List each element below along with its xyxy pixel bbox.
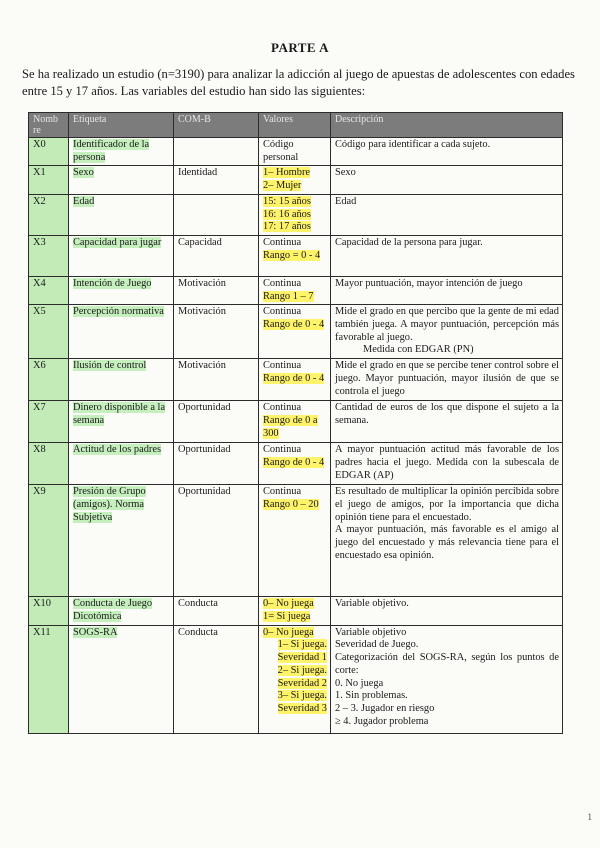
row-values: 15: 15 años 16: 16 años 17: 17 años (259, 194, 331, 235)
row-comb: Capacidad (174, 235, 259, 276)
table-row (29, 305, 563, 359)
table-row (29, 401, 563, 443)
row-comb: Conducta (174, 597, 259, 625)
row-description: Variable objetivo. (331, 597, 563, 625)
row-comb: Oportunidad (174, 401, 259, 443)
row-comb: Motivación (174, 305, 259, 359)
row-values: Continua Rango 1 – 7 (259, 276, 331, 304)
row-number: X1 (29, 166, 69, 194)
row-label: Identificador de la persona (69, 138, 174, 166)
row-comb: Oportunidad (174, 485, 259, 597)
row-number: X9 (29, 485, 69, 597)
row-label: Dinero disponible a la semana (69, 401, 174, 443)
row-number: X8 (29, 443, 69, 485)
corner-mark: 1 (587, 812, 592, 822)
row-description: Cantidad de euros de los que dispone el sujeto a la semana. (331, 401, 563, 443)
row-comb: Conducta (174, 625, 259, 733)
table-row (29, 138, 563, 166)
row-description: Mide el grado en que se percibe tener control sobre el juego. Mayor puntuación, mayor ilusión de que se controla el juego (331, 359, 563, 401)
row-comb: Motivación (174, 359, 259, 401)
row-label: Ilusión de control (69, 359, 174, 401)
row-number: X0 (29, 138, 69, 166)
header-etiqueta: Etiqueta (69, 113, 174, 138)
row-values: Continua Rango 0 – 20 (259, 485, 331, 597)
row-comb (174, 194, 259, 235)
row-description: Es resultado de multiplicar la opinión percibida sobre el juego de amigos, por la importancia que dicha opinión tiene para el encuestado. A mayor puntuación, más favorable es el amigo al juego del encuestado y más relevancia tiene para el encuestado esa opinión. (331, 485, 563, 597)
row-values: Continua Rango de 0 a 300 (259, 401, 331, 443)
row-values: Continua Rango de 0 - 4 (259, 305, 331, 359)
row-label: Sexo (69, 166, 174, 194)
row-label: Percepción normativa (69, 305, 174, 359)
row-number: X11 (29, 625, 69, 733)
table-row (29, 597, 563, 625)
page-title: PARTE A (270, 40, 330, 55)
row-values: 1– Hombre 2– Mujer (259, 166, 331, 194)
table-row (29, 443, 563, 485)
table-row (29, 359, 563, 401)
row-label: SOGS-RA (69, 625, 174, 733)
header-descripcion: Descripción (331, 113, 563, 138)
row-description: Capacidad de la persona para jugar. (331, 235, 563, 276)
row-values: Continua Rango = 0 - 4 (259, 235, 331, 276)
row-number: X7 (29, 401, 69, 443)
row-number: X10 (29, 597, 69, 625)
header-nombre: Nomb re (29, 113, 69, 138)
row-comb: Identidad (174, 166, 259, 194)
row-values: Continua Rango de 0 - 4 (259, 359, 331, 401)
row-label: Capacidad para jugar (69, 235, 174, 276)
row-label: Intención de Juego (69, 276, 174, 304)
table-row (29, 166, 563, 194)
row-label: Presión de Grupo (amigos). Norma Subjetiva (69, 485, 174, 597)
table-row (29, 625, 563, 733)
table-row (29, 194, 563, 235)
row-values: Código personal (259, 138, 331, 166)
variables-table (28, 112, 563, 734)
row-description: Edad (331, 194, 563, 235)
table-header-row (29, 113, 563, 138)
row-values: 0– No juega 1= Si juega (259, 597, 331, 625)
row-description: A mayor puntuación actitud más favorable de los padres hacia el juego. Medida con la subescala de EDGAR (AP) (331, 443, 563, 485)
header-valores: Valores (259, 113, 331, 138)
row-comb: Oportunidad (174, 443, 259, 485)
row-description: Mayor puntuación, mayor intención de juego (331, 276, 563, 304)
table-row (29, 235, 563, 276)
table-row (29, 485, 563, 597)
header-comb: COM-B (174, 113, 259, 138)
intro-paragraph: Se ha realizado un estudio (n=3190) para analizar la adicción al juego de apuestas de adolescentes con edades entre 15 y 17 años. Las variables del estudio han sido las siguientes: (22, 67, 575, 98)
row-label: Actitud de los padres (69, 443, 174, 485)
row-description: Mide el grado en que percibo que la gente de mi edad también juega. A mayor puntuación, percepción más favorable al juego. Medida con EDGAR (PN) (331, 305, 563, 359)
row-comb (174, 138, 259, 166)
row-description: Código para identificar a cada sujeto. (331, 138, 563, 166)
row-label: Conducta de Juego Dicotómica (69, 597, 174, 625)
row-label: Edad (69, 194, 174, 235)
row-number: X3 (29, 235, 69, 276)
row-description: Variable objetivo Severidad de Juego. Categorización del SOGS-RA, según los puntos de corte: 0. No juega 1. Sin problemas. 2 – 3. Jugador en riesgo ≥ 4. Jugador problema (331, 625, 563, 733)
row-comb: Motivación (174, 276, 259, 304)
row-number: X2 (29, 194, 69, 235)
row-values: 0– No juega 1– Si juega. Severidad 1 2– Si juega. Severidad 2 3– Si juega. Severidad 3 (259, 625, 331, 733)
row-values: Continua Rango de 0 - 4 (259, 443, 331, 485)
row-number: X5 (29, 305, 69, 359)
table-row (29, 276, 563, 304)
row-number: X4 (29, 276, 69, 304)
row-number: X6 (29, 359, 69, 401)
row-description: Sexo (331, 166, 563, 194)
